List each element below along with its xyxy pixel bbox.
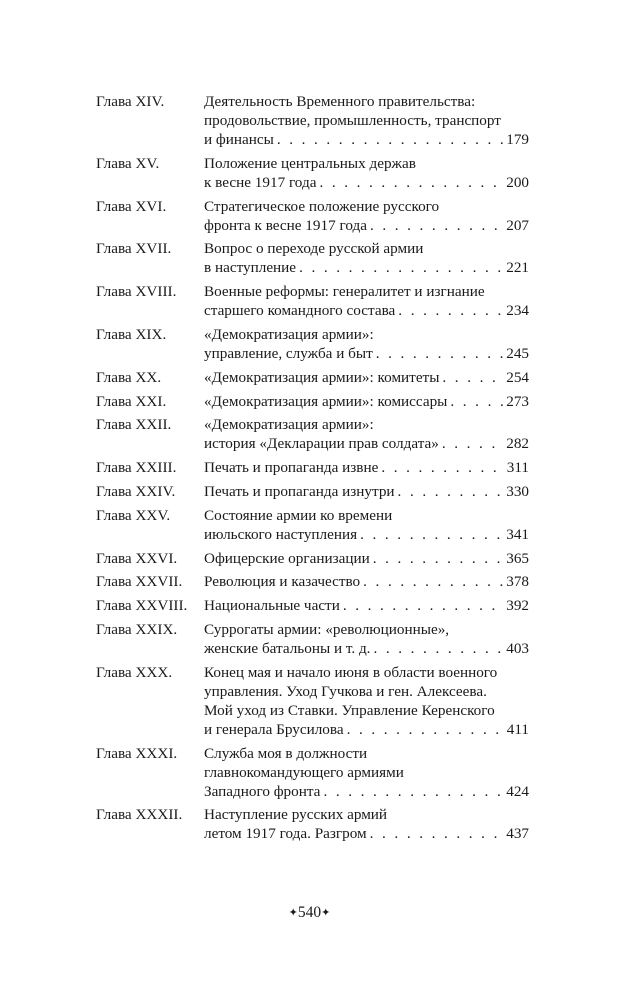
dot-leader <box>442 434 504 453</box>
chapter-number: Глава XXII. <box>96 416 172 434</box>
chapter-title-last-line <box>204 549 529 568</box>
chapter-number: Глава XXVII. <box>96 573 183 591</box>
chapter-title-last-line <box>204 434 529 453</box>
chapter-number: Глава XXIII. <box>96 459 177 477</box>
toc-entry <box>96 663 529 739</box>
chapter-title-line: Положение центральных держав <box>204 154 416 172</box>
chapter-title-line: «Демократизация армии»: комиссары <box>204 392 448 410</box>
chapter-page-number: 179 <box>506 131 529 148</box>
chapter-title-last-line <box>204 130 529 149</box>
chapter-title-line: продовольствие, промышленность, транспорт <box>204 112 501 129</box>
chapter-title-line: история «Декларации прав солдата» <box>204 435 439 453</box>
toc-entry <box>96 325 529 363</box>
chapter-title-last-line <box>204 639 529 658</box>
chapter-title <box>204 572 529 591</box>
chapter-number: Глава XVI. <box>96 197 167 215</box>
chapter-title-line: в наступление <box>204 259 297 277</box>
right-ornament-icon: ✦ <box>321 907 331 919</box>
dot-leader <box>370 216 504 235</box>
toc-entry <box>96 239 529 277</box>
chapter-title-last-line <box>204 782 529 801</box>
chapter-title-line: Состояние армии ко времени <box>204 506 393 524</box>
left-ornament-icon: ✦ <box>288 907 298 919</box>
toc-entry <box>96 458 529 477</box>
toc-entry <box>96 282 529 320</box>
toc-entry <box>96 392 529 411</box>
chapter-page-number: 437 <box>506 825 529 843</box>
dot-leader <box>370 824 505 843</box>
chapter-page-number: 200 <box>506 173 529 191</box>
chapter-title-line: управления. Уход Гучкова и ген. Алексеева. <box>204 682 487 700</box>
table-of-contents <box>96 92 529 848</box>
chapter-title-last-line <box>204 368 529 387</box>
chapter-title <box>204 506 529 544</box>
dot-leader <box>319 173 504 192</box>
chapter-title-line: Наступление русских армий <box>204 806 388 824</box>
chapter-number: Глава XV. <box>96 154 160 172</box>
toc-entry <box>96 482 529 501</box>
chapter-title <box>204 549 529 568</box>
dot-leader <box>450 392 504 411</box>
chapter-title <box>204 596 529 615</box>
chapter-title-line: Служба моя в должности <box>204 744 368 762</box>
toc-entry <box>96 506 529 544</box>
chapter-number: Глава XXX. <box>96 663 173 681</box>
chapter-page-number: 365 <box>506 549 529 567</box>
chapter-title-last-line <box>204 216 529 235</box>
chapter-title-line: фронта к весне 1917 года <box>204 216 367 234</box>
chapter-title-line: Революция и казачество <box>204 573 361 591</box>
chapter-title-last-line <box>204 258 529 277</box>
chapter-title <box>204 482 529 501</box>
dot-leader <box>381 458 504 477</box>
chapter-page-number: 254 <box>506 368 529 386</box>
dot-leader <box>323 782 504 801</box>
chapter-title-last-line <box>204 596 529 615</box>
dot-leader <box>277 130 504 149</box>
chapter-title-last-line <box>204 458 529 477</box>
dot-leader <box>373 549 504 568</box>
chapter-title <box>204 197 529 235</box>
chapter-page-number: 234 <box>506 302 529 320</box>
toc-entry <box>96 92 529 149</box>
chapter-page-number: 245 <box>506 344 529 362</box>
chapter-title-line: Печать и пропаганда изнутри <box>204 482 395 500</box>
chapter-page-number: 273 <box>506 392 529 410</box>
chapter-page-number: 330 <box>506 482 529 500</box>
chapter-title-line: Суррогаты армии: «революционные», <box>204 620 450 638</box>
chapter-title-last-line <box>204 482 529 501</box>
chapter-page-number: 282 <box>506 435 529 453</box>
page-number-value: 540 <box>297 904 322 921</box>
chapter-title-line: и генерала Брусилова <box>204 720 344 738</box>
chapter-number: Глава XXVIII. <box>96 597 188 615</box>
toc-entry <box>96 368 529 387</box>
chapter-title <box>204 392 529 411</box>
chapter-title-last-line <box>204 572 529 591</box>
dot-leader <box>398 482 505 501</box>
chapter-title <box>204 663 529 739</box>
toc-entry <box>96 744 529 801</box>
chapter-title-last-line <box>204 525 529 544</box>
chapter-title-line: июльского наступления <box>204 525 358 543</box>
chapter-title <box>204 239 529 277</box>
chapter-title <box>204 368 529 387</box>
chapter-title-last-line <box>204 824 529 843</box>
chapter-title <box>204 92 529 149</box>
chapter-title-line: к весне 1917 года <box>204 173 317 191</box>
toc-entry <box>96 197 529 235</box>
chapter-title-line: управление, служба и быт <box>204 344 373 362</box>
chapter-page-number: 221 <box>506 259 529 277</box>
chapter-title-line: Офицерские организации <box>204 549 370 567</box>
toc-entry <box>96 415 529 453</box>
dot-leader <box>360 525 504 544</box>
chapter-title-last-line <box>204 301 529 320</box>
chapter-title-line: Национальные части <box>204 597 340 615</box>
chapter-title <box>204 620 529 658</box>
chapter-title-line: Печать и пропаганда извне <box>204 459 379 477</box>
toc-entry <box>96 596 529 615</box>
toc-entry <box>96 620 529 658</box>
chapter-number: Глава XIX. <box>96 325 167 343</box>
chapter-title-line: летом 1917 года. Разгром <box>204 825 367 843</box>
dot-leader <box>299 258 504 277</box>
chapter-title <box>204 282 529 320</box>
chapter-page-number: 341 <box>506 525 529 543</box>
chapter-title-line: Западного фронта <box>204 782 321 800</box>
chapter-title-last-line <box>204 720 529 739</box>
chapter-page-number: 411 <box>506 720 529 738</box>
page-number <box>0 904 619 922</box>
chapter-title <box>204 458 529 477</box>
chapter-title-line: Деятельность Временного правительства: <box>204 93 476 110</box>
dot-leader <box>376 344 505 363</box>
chapter-title-line: Вопрос о переходе русской армии <box>204 240 424 258</box>
chapter-title-line: женские батальоны и т. д. <box>204 639 371 657</box>
chapter-title-line: Мой уход из Ставки. Управление Керенского <box>204 701 495 719</box>
chapter-title-last-line <box>204 173 529 192</box>
dot-leader <box>442 368 504 387</box>
chapter-number: Глава XXIV. <box>96 482 176 500</box>
dot-leader <box>398 301 504 320</box>
chapter-title-last-line <box>204 344 529 363</box>
chapter-page-number: 403 <box>506 639 529 657</box>
chapter-title-line: старшего командного состава <box>204 302 396 320</box>
chapter-page-number: 392 <box>506 597 529 615</box>
chapter-title-line: «Демократизация армии»: комитеты <box>204 368 440 386</box>
toc-entry <box>96 572 529 591</box>
chapter-number: Глава XIV. <box>96 93 165 110</box>
chapter-title <box>204 325 529 363</box>
toc-entry <box>96 154 529 192</box>
chapter-page-number: 424 <box>506 782 529 800</box>
chapter-title-line: главнокомандующего армиями <box>204 763 404 781</box>
chapter-title-line: Стратегическое положение русского <box>204 197 440 215</box>
chapter-number: Глава XVIII. <box>96 283 177 301</box>
chapter-number: Глава XXVI. <box>96 549 178 567</box>
chapter-title <box>204 415 529 453</box>
chapter-title-line: и финансы <box>204 131 274 148</box>
chapter-number: Глава XXXI. <box>96 744 178 762</box>
chapter-title <box>204 154 529 192</box>
chapter-number: Глава XXIX. <box>96 620 178 638</box>
chapter-title-last-line <box>204 392 529 411</box>
toc-entry <box>96 549 529 568</box>
chapter-page-number: 207 <box>506 216 529 234</box>
dot-leader <box>363 572 504 591</box>
chapter-number: Глава XXI. <box>96 392 167 410</box>
chapter-number: Глава XX. <box>96 368 162 386</box>
dot-leader <box>343 596 504 615</box>
chapter-number: Глава XXXII. <box>96 806 183 824</box>
dot-leader <box>373 639 504 658</box>
chapter-page-number: 378 <box>506 573 529 591</box>
chapter-page-number: 311 <box>506 459 529 477</box>
chapter-number: Глава XVII. <box>96 240 172 258</box>
toc-entry <box>96 805 529 843</box>
chapter-title-line: Военные реформы: генералитет и изгнание <box>204 283 485 301</box>
chapter-title <box>204 744 529 801</box>
chapter-title <box>204 805 529 843</box>
chapter-title-line: «Демократизация армии»: <box>204 416 374 434</box>
chapter-title-line: «Демократизация армии»: <box>204 325 374 343</box>
chapter-title-line: Конец мая и начало июня в области военного <box>204 663 498 681</box>
dot-leader <box>347 720 505 739</box>
chapter-number: Глава XXV. <box>96 506 171 524</box>
